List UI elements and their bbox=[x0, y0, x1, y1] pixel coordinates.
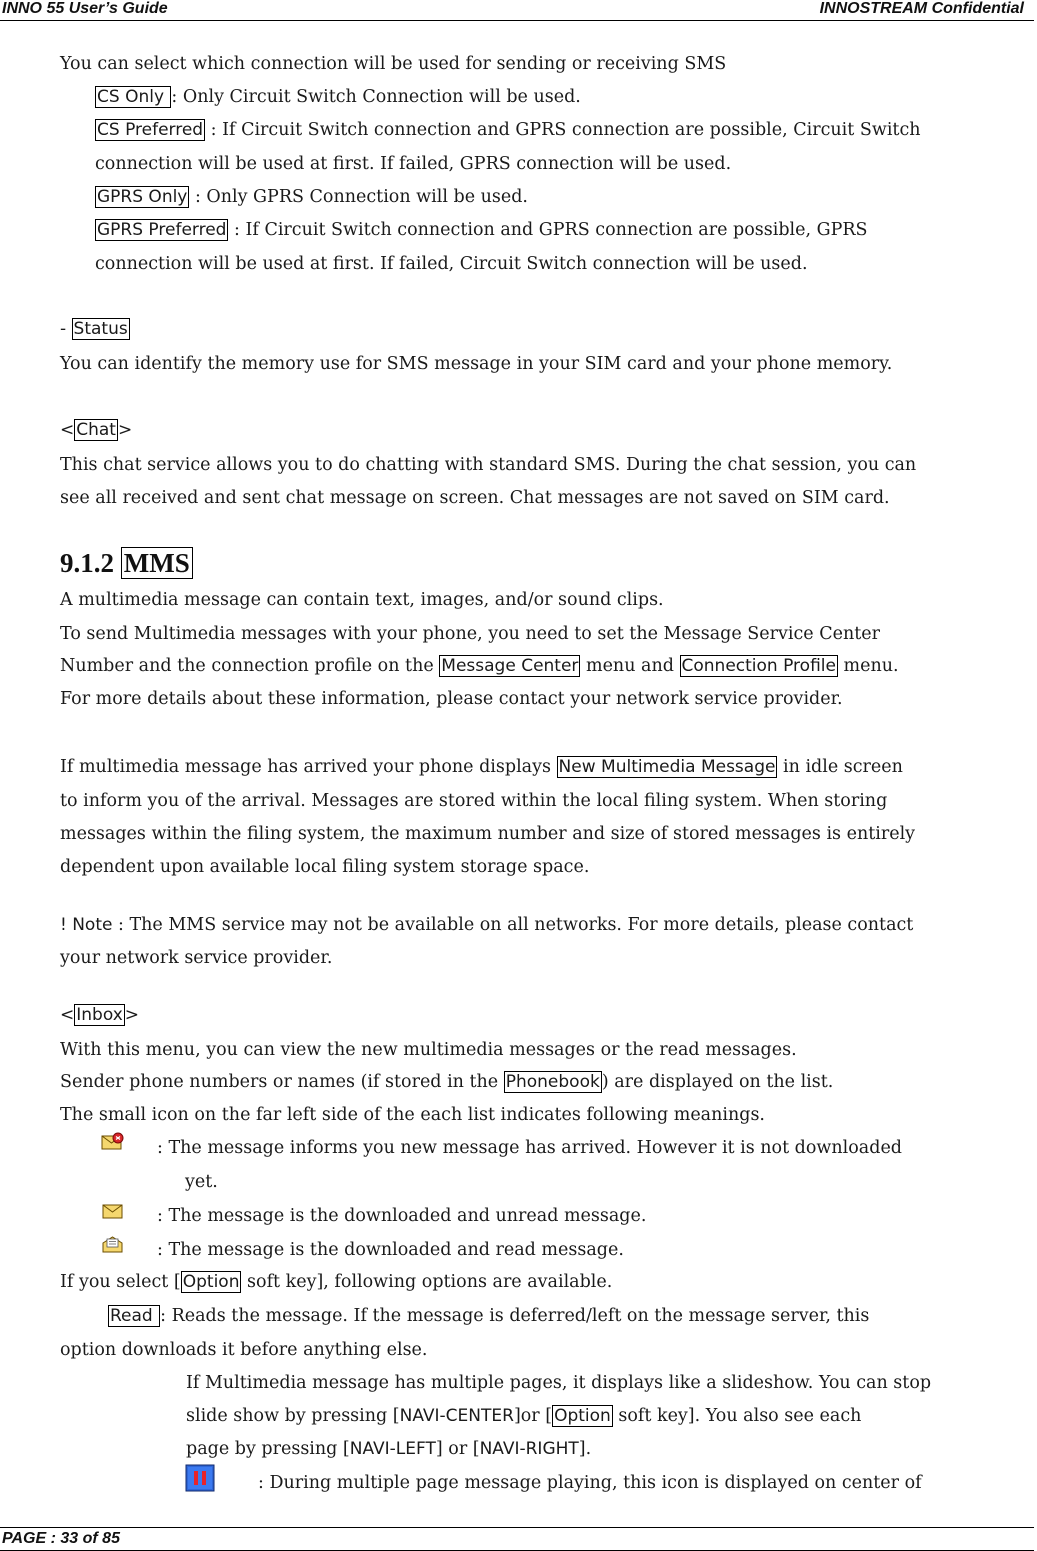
mms-p1: A multimedia message can contain text, images, and/or sound clips. bbox=[60, 590, 664, 610]
mms-p3a-post: in idle screen bbox=[777, 757, 903, 777]
slideshow-2-post: soft key]. You also see each bbox=[612, 1406, 862, 1426]
icon2-text: : The message is the downloaded and unread message. bbox=[157, 1206, 647, 1226]
mms-p2a: To send Multimedia messages with your phone, you need to set the Message Service Center bbox=[60, 624, 880, 644]
inbox-l2-post: ) are displayed on the list. bbox=[601, 1072, 834, 1092]
connection-profile-label: Connection Profile bbox=[681, 656, 836, 676]
gprs-only-label: GPRS Only bbox=[97, 187, 188, 207]
sms-connection-intro: You can select which connection will be used for sending or receiving SMS bbox=[60, 54, 727, 74]
option-gprs-preferred bbox=[95, 219, 868, 241]
mms-p3b: to inform you of the arrival. Messages are stored within the local filing system. When storing bbox=[60, 791, 888, 811]
mms-p2c: For more details about these information, please contact your network service provider. bbox=[60, 689, 843, 709]
inbox-l1: With this menu, you can view the new multimedia messages or the read messages. bbox=[60, 1040, 797, 1060]
note-label: ! Note bbox=[60, 915, 113, 935]
cs-only-text: : Only Circuit Switch Connection will be used. bbox=[171, 87, 581, 107]
cs-only-label: CS Only bbox=[97, 87, 170, 107]
option-cs-preferred bbox=[95, 119, 921, 141]
chat-text-1: This chat service allows you to do chatting with standard SMS. During the chat session, you can bbox=[60, 455, 917, 475]
mms-note-cont: your network service provider. bbox=[60, 948, 333, 968]
inbox-heading bbox=[60, 1004, 139, 1026]
navi-center-key: NAVI-CENTER bbox=[399, 1406, 514, 1426]
phonebook-label: Phonebook bbox=[505, 1072, 600, 1092]
chat-open-bracket: < bbox=[60, 420, 75, 440]
page-footer bbox=[0, 1527, 1034, 1551]
inbox-label: Inbox bbox=[76, 1005, 123, 1025]
chat-close-bracket: > bbox=[117, 420, 133, 440]
option-intro bbox=[60, 1271, 612, 1293]
mms-note bbox=[60, 914, 913, 936]
page-number: PAGE : 33 of 85 bbox=[2, 1530, 120, 1547]
pause-icon-text: : During multiple page message playing, this icon is displayed on center of bbox=[258, 1473, 922, 1493]
chat-label: Chat bbox=[76, 420, 116, 440]
slideshow-text-3 bbox=[186, 1438, 591, 1460]
inbox-close-bracket: > bbox=[124, 1005, 140, 1025]
option-intro-post: soft key], following options are available. bbox=[241, 1272, 613, 1292]
gprs-preferred-text: : If Circuit Switch connection and GPRS connection are possible, GPRS bbox=[228, 220, 868, 240]
icon1-text: : The message informs you new message has arrived. However it is not downloaded bbox=[157, 1138, 902, 1158]
slideshow-text-2 bbox=[186, 1405, 861, 1427]
icon1-text-cont: yet. bbox=[185, 1172, 218, 1192]
chat-text-2: see all received and sent chat message on screen. Chat messages are not saved on SIM card. bbox=[60, 488, 890, 508]
slideshow-2-pre: slide show by pressing [ bbox=[186, 1406, 400, 1426]
status-text: You can identify the memory use for SMS message in your SIM card and your phone memory. bbox=[60, 354, 893, 374]
mms-p2b bbox=[60, 655, 899, 677]
option-cs-only bbox=[95, 86, 581, 108]
cs-preferred-text-cont: connection will be used at first. If failed, GPRS connection will be used. bbox=[95, 154, 732, 174]
option-softkey-label: Option bbox=[182, 1272, 240, 1292]
new-message-not-downloaded-icon bbox=[100, 1132, 126, 1152]
mms-p2b-post: menu. bbox=[837, 656, 899, 676]
gprs-preferred-label: GPRS Preferred bbox=[97, 220, 227, 240]
status-prefix: - bbox=[60, 319, 72, 339]
read-option bbox=[108, 1305, 869, 1327]
mms-p3d: dependent upon available local filing system storage space. bbox=[60, 857, 590, 877]
read-label: Read bbox=[110, 1306, 159, 1326]
slideshow-3-pre: page by pressing [ bbox=[186, 1439, 350, 1459]
mms-p2b-pre: Number and the connection profile on the bbox=[60, 656, 440, 676]
read-message-icon bbox=[101, 1234, 125, 1254]
icon3-text: : The message is the downloaded and read message. bbox=[157, 1240, 624, 1260]
mms-section-number: 9.1.2 bbox=[60, 548, 121, 578]
mms-section-title: MMS bbox=[121, 547, 193, 579]
chat-heading bbox=[60, 419, 132, 441]
new-multimedia-message-label: New Multimedia Message bbox=[558, 757, 776, 777]
gprs-only-text: : Only GPRS Connection will be used. bbox=[189, 187, 528, 207]
mms-p2b-mid: menu and bbox=[580, 656, 680, 676]
read-text: : Reads the message. If the message is deferred/left on the message server, this bbox=[160, 1306, 870, 1326]
option-gprs-only bbox=[95, 186, 528, 208]
inbox-open-bracket: < bbox=[60, 1005, 75, 1025]
option-softkey-label-2: Option bbox=[554, 1406, 611, 1426]
inbox-l2-pre: Sender phone numbers or names (if stored in the bbox=[60, 1072, 504, 1092]
mms-p3a bbox=[60, 756, 903, 778]
note-text: : The MMS service may not be available on all networks. For more details, please contact bbox=[112, 915, 914, 935]
mms-p3a-pre: If multimedia message has arrived your phone displays bbox=[60, 757, 557, 777]
gprs-preferred-text-cont: connection will be used at first. If failed, Circuit Switch connection will be used. bbox=[95, 254, 808, 274]
slideshow-2-mid: ]or [ bbox=[513, 1406, 553, 1426]
slideshow-3-mid: ] or [ bbox=[435, 1439, 480, 1459]
navi-left-key: NAVI-LEFT bbox=[349, 1439, 436, 1459]
page-header bbox=[0, 0, 1034, 21]
pause-icon bbox=[185, 1464, 215, 1492]
cs-preferred-label: CS Preferred bbox=[97, 120, 204, 140]
navi-right-key: NAVI-RIGHT bbox=[479, 1439, 579, 1459]
header-confidential: INNOSTREAM Confidential bbox=[819, 0, 1024, 17]
message-center-label: Message Center bbox=[441, 656, 579, 676]
read-text-cont: option downloads it before anything else. bbox=[60, 1340, 428, 1360]
status-heading bbox=[60, 318, 130, 340]
mms-section-heading bbox=[60, 546, 193, 580]
unread-message-icon bbox=[101, 1202, 125, 1220]
slideshow-3-post: ]. bbox=[578, 1439, 592, 1459]
mms-p3c: messages within the filing system, the maximum number and size of stored messages is entirely bbox=[60, 824, 916, 844]
inbox-l3: The small icon on the far left side of the each list indicates following meanings. bbox=[60, 1105, 765, 1125]
header-doc-title: INNO 55 User’s Guide bbox=[2, 0, 168, 17]
slideshow-text-1: If Multimedia message has multiple pages, it displays like a slideshow. You can stop bbox=[186, 1373, 932, 1393]
inbox-l2 bbox=[60, 1071, 833, 1093]
cs-preferred-text: : If Circuit Switch connection and GPRS connection are possible, Circuit Switch bbox=[205, 120, 921, 140]
status-label: Status bbox=[73, 319, 128, 339]
option-intro-pre: If you select [ bbox=[60, 1272, 181, 1292]
